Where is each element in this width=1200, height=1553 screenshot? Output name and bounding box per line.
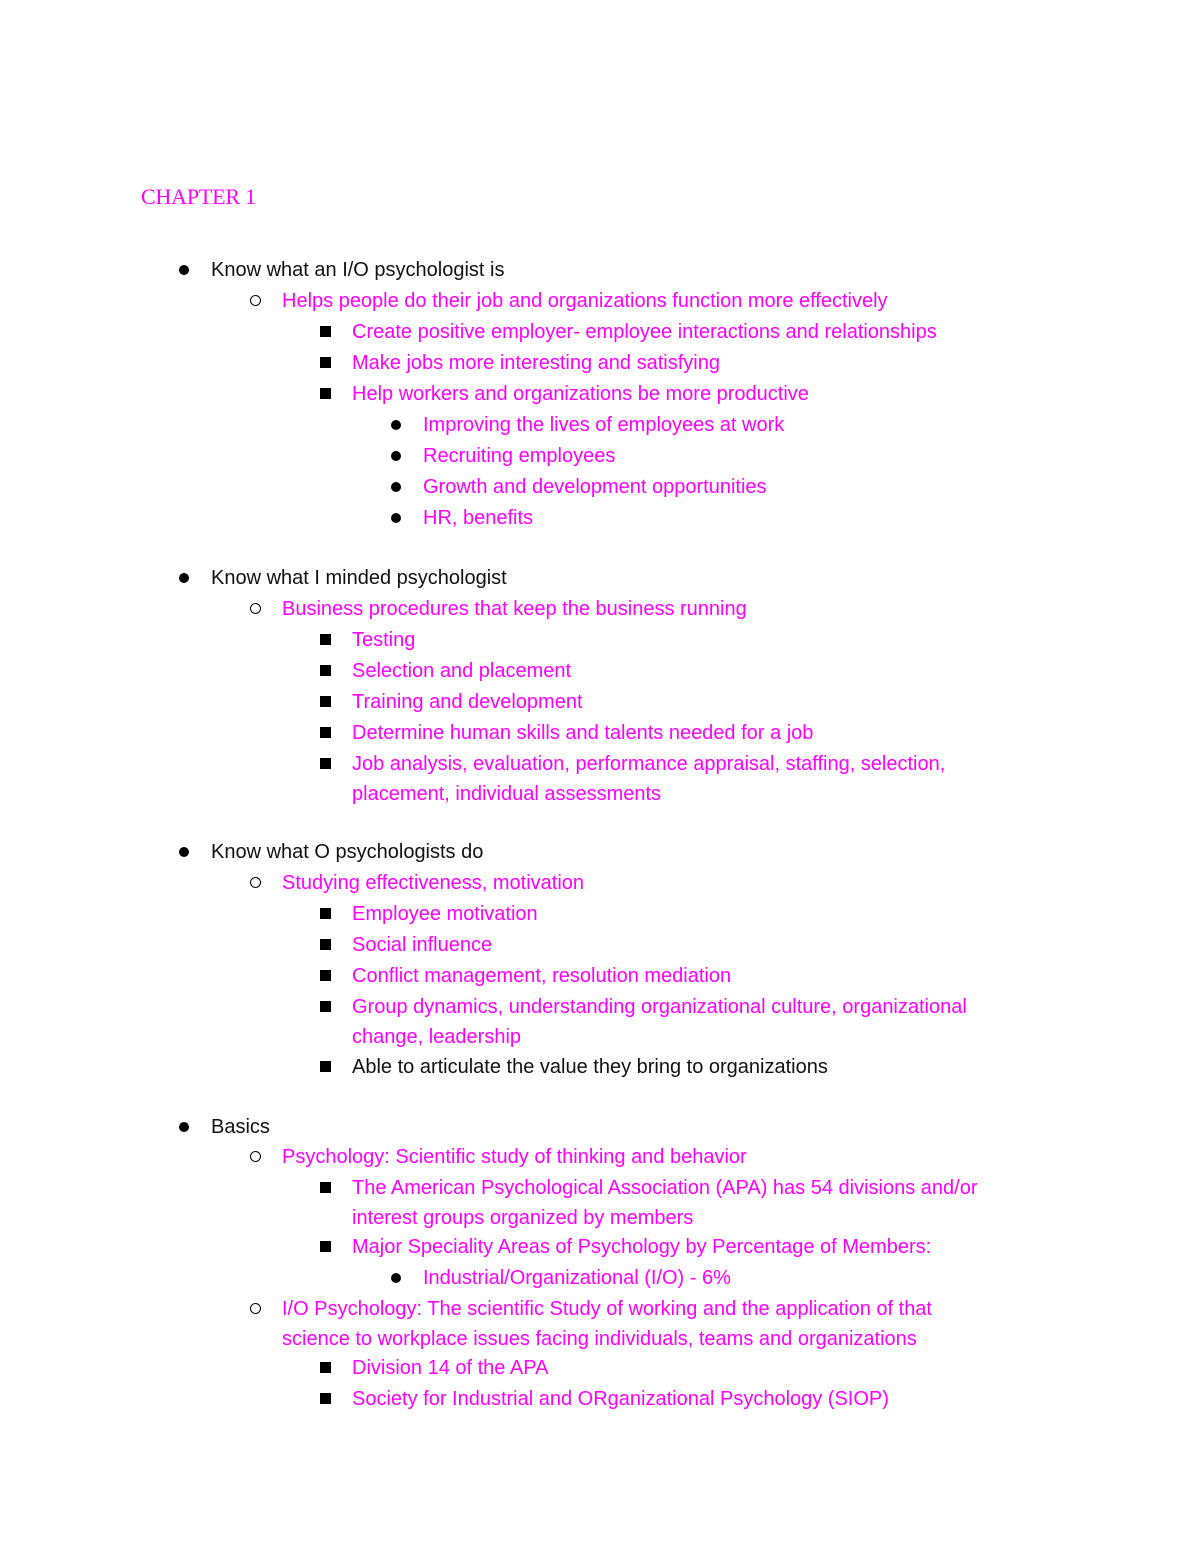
list-item: Improving the lives of employees at work (423, 414, 785, 436)
list-item: Able to articulate the value they bring to organizations (352, 1056, 828, 1078)
circle-bullet-icon (250, 877, 261, 888)
circle-bullet-icon (250, 1151, 261, 1162)
list-item: Make jobs more interesting and satisfying (352, 352, 720, 374)
list-item: Society for Industrial and ORganizational Psychology (SIOP) (352, 1388, 889, 1410)
list-item: The American Psychological Association (APA) has 54 divisions and/or (352, 1177, 978, 1199)
list-item: Growth and development opportunities (423, 476, 767, 498)
list-item-continuation: interest groups organized by members (352, 1207, 694, 1229)
square-bullet-icon (320, 1182, 331, 1193)
sub-item: Business procedures that keep the business running (282, 598, 747, 620)
section-heading: Know what O psychologists do (211, 841, 484, 863)
square-bullet-icon (320, 634, 331, 645)
list-item: Testing (352, 629, 416, 651)
square-bullet-icon (320, 357, 331, 368)
list-item: Create positive employer- employee interactions and relationships (352, 321, 937, 343)
square-bullet-icon (320, 696, 331, 707)
square-bullet-icon (320, 1001, 331, 1012)
square-bullet-icon (320, 1362, 331, 1373)
list-item: Group dynamics, understanding organizational culture, organizational (352, 996, 967, 1018)
disc-bullet-icon (391, 513, 401, 523)
sub-item: Studying effectiveness, motivation (282, 872, 585, 894)
square-bullet-icon (320, 1393, 331, 1404)
square-bullet-icon (320, 908, 331, 919)
square-bullet-icon (320, 939, 331, 950)
disc-bullet-icon (179, 847, 189, 857)
disc-bullet-icon (179, 1122, 189, 1132)
list-item: Industrial/Organizational (I/O) - 6% (423, 1267, 731, 1289)
list-item: Division 14 of the APA (352, 1357, 549, 1379)
square-bullet-icon (320, 758, 331, 769)
list-item: Conflict management, resolution mediation (352, 965, 732, 987)
chapter-title: CHAPTER 1 (141, 184, 256, 209)
square-bullet-icon (320, 388, 331, 399)
sub-item: Psychology: Scientific study of thinking and behavior (282, 1146, 747, 1168)
square-bullet-icon (320, 970, 331, 981)
sub-item: I/O Psychology: The scientific Study of working and the application of that (282, 1298, 932, 1320)
square-bullet-icon (320, 326, 331, 337)
disc-bullet-icon (391, 1273, 401, 1283)
section-heading: Basics (211, 1116, 270, 1138)
list-item: Recruiting employees (423, 445, 616, 467)
list-item: Employee motivation (352, 903, 538, 925)
section-heading: Know what an I/O psychologist is (211, 259, 505, 281)
list-item: Training and development (352, 691, 583, 713)
list-item: Social influence (352, 934, 493, 956)
square-bullet-icon (320, 1061, 331, 1072)
circle-bullet-icon (250, 295, 261, 306)
list-item: Major Speciality Areas of Psychology by Percentage of Members: (352, 1236, 932, 1258)
list-item-continuation: change, leadership (352, 1026, 522, 1048)
sub-item-continuation: science to workplace issues facing individuals, teams and organizations (282, 1328, 917, 1350)
square-bullet-icon (320, 727, 331, 738)
circle-bullet-icon (250, 603, 261, 614)
disc-bullet-icon (391, 451, 401, 461)
list-item: Job analysis, evaluation, performance appraisal, staffing, selection, (352, 753, 946, 775)
list-item: Help workers and organizations be more productive (352, 383, 809, 405)
disc-bullet-icon (391, 420, 401, 430)
list-item: HR, benefits (423, 507, 534, 529)
sub-item: Helps people do their job and organizations function more effectively (282, 290, 888, 312)
list-item: Determine human skills and talents needed for a job (352, 722, 814, 744)
section-heading: Know what I minded psychologist (211, 567, 507, 589)
disc-bullet-icon (179, 265, 189, 275)
square-bullet-icon (320, 665, 331, 676)
list-item-continuation: placement, individual assessments (352, 783, 662, 805)
circle-bullet-icon (250, 1303, 261, 1314)
disc-bullet-icon (391, 482, 401, 492)
square-bullet-icon (320, 1241, 331, 1252)
disc-bullet-icon (179, 573, 189, 583)
list-item: Selection and placement (352, 660, 572, 682)
